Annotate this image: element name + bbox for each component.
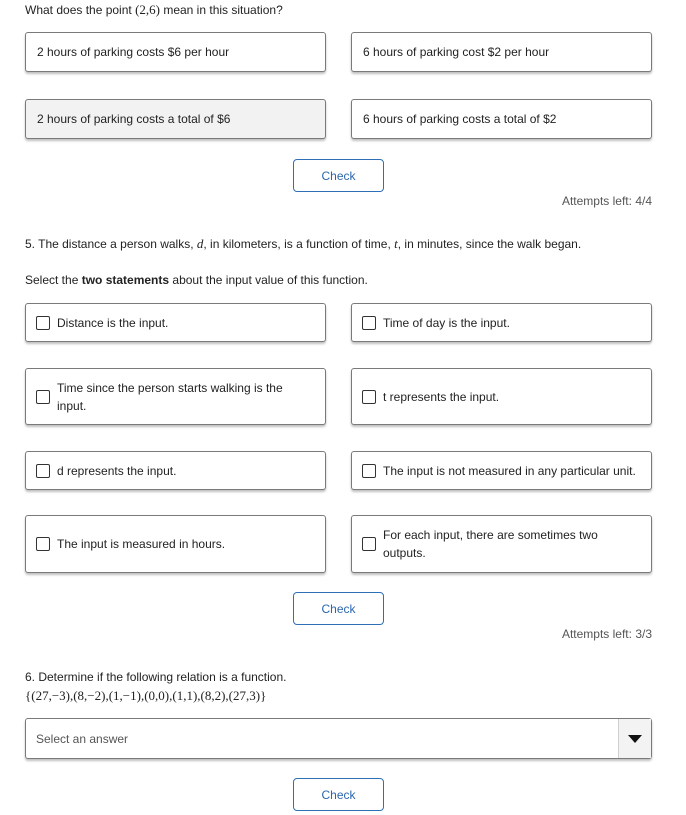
dropdown-toggle[interactable] — [618, 719, 651, 758]
checkbox-icon[interactable] — [36, 390, 50, 404]
q6-answer-select[interactable] — [25, 718, 652, 759]
q5-choice-2[interactable]: Time of day is the input. — [351, 303, 652, 342]
checkbox-icon[interactable] — [362, 537, 376, 551]
select-placeholder: Select an answer — [36, 731, 129, 746]
q5-instruction: Select the two statements about the input value of this function. — [25, 273, 368, 287]
q5-choice-1[interactable]: Distance is the input. — [25, 303, 326, 342]
q5-check-button[interactable]: Check — [293, 592, 384, 625]
checkbox-icon[interactable] — [36, 316, 50, 330]
q4-choice-4[interactable]: 6 hours of parking costs a total of $2 — [351, 99, 652, 139]
checkbox-icon[interactable] — [362, 464, 376, 478]
q4-choice-1[interactable]: 2 hours of parking costs $6 per hour — [25, 32, 326, 72]
checkbox-icon[interactable] — [36, 464, 50, 478]
q5-choice-8[interactable]: For each input, there are sometimes two outputs. — [351, 515, 652, 573]
q5-stem: 5. The distance a person walks, d, in kilometers, is a function of time, t, in minutes, since the walk began. — [25, 236, 582, 251]
q5-choice-4[interactable]: t represents the input. — [351, 368, 652, 425]
q6-relation: {(27,−3),(8,−2),(1,−1),(0,0),(1,1),(8,2),(27,3)} — [25, 688, 267, 703]
q4-choice-2[interactable]: 6 hours of parking cost $2 per hour — [351, 32, 652, 72]
q6-stem: 6. Determine if the following relation is a function. — [25, 670, 287, 684]
checkbox-icon[interactable] — [362, 390, 376, 404]
caret-down-icon — [628, 735, 642, 743]
q5-attempts-left: Attempts left: 3/3 — [561, 627, 652, 641]
q6-check-button[interactable]: Check — [293, 778, 384, 811]
q5-choice-5[interactable]: d represents the input. — [25, 451, 326, 490]
checkbox-icon[interactable] — [36, 537, 50, 551]
checkbox-icon[interactable] — [362, 316, 376, 330]
q4-attempts-left: Attempts left: 4/4 — [561, 194, 652, 208]
q5-choice-6[interactable]: The input is not measured in any particular unit. — [351, 451, 652, 490]
q5-choice-7[interactable]: The input is measured in hours. — [25, 515, 326, 573]
q4-choice-3[interactable]: 2 hours of parking costs a total of $6 — [25, 99, 326, 139]
q4-check-button[interactable]: Check — [293, 159, 384, 192]
q4-question: What does the point (2,6) mean in this situation? — [25, 2, 283, 17]
q5-choice-3[interactable]: Time since the person starts walking is the input. — [25, 368, 326, 425]
